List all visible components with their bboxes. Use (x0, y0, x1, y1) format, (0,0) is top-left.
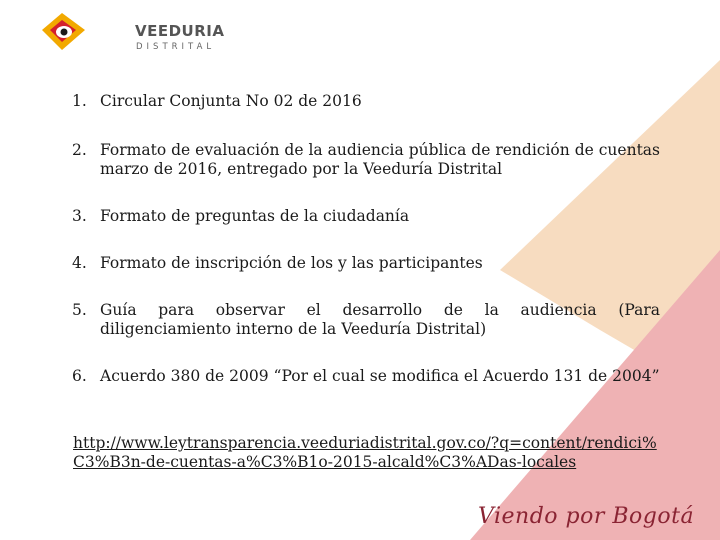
list-text: Circular Conjunta No 02 de 2016 (100, 92, 362, 110)
list-text: Formato de preguntas de la ciudadanía (100, 207, 410, 225)
list-number: 5. (72, 301, 87, 319)
list-number: 3. (72, 207, 87, 225)
logo-emblem-icon (40, 8, 100, 58)
document-list (66, 92, 660, 386)
logo-title: VEEDURIA (135, 22, 225, 40)
list-item (66, 301, 660, 339)
list-number: 6. (72, 367, 87, 385)
list-text: Formato de inscripción de los y las participantes (100, 254, 483, 272)
list-item (66, 254, 660, 273)
reference-link-block (73, 434, 663, 472)
list-number: 2. (72, 141, 87, 159)
veeduria-logo (40, 8, 225, 58)
list-text: Formato de evaluación de la audiencia pública de rendición de cuentas marzo de 2016, entregado por la Veeduría Distrital (100, 141, 660, 178)
list-text: Guía para observar el desarrollo de la audiencia (Para diligenciamiento interno de la Veeduría Distrital) (100, 301, 660, 338)
tagline-signature: Viendo por Bogotá (478, 504, 695, 529)
list-number: 1. (72, 92, 87, 110)
list-item (66, 207, 660, 226)
logo-subtitle: DISTRITAL (136, 42, 216, 52)
list-item (66, 141, 660, 179)
reference-link[interactable]: http://www.leytransparencia.veeduriadistrital.gov.co/?q=content/rendici%C3%B3n-de-cuentas-a%C3%B1o-2015-alcald%C3%ADas-locales (73, 434, 657, 471)
list-number: 4. (72, 254, 87, 272)
list-item (66, 92, 660, 111)
list-text: Acuerdo 380 de 2009 “Por el cual se modifica el Acuerdo 131 de 2004” (100, 367, 660, 385)
list-item (66, 367, 660, 386)
